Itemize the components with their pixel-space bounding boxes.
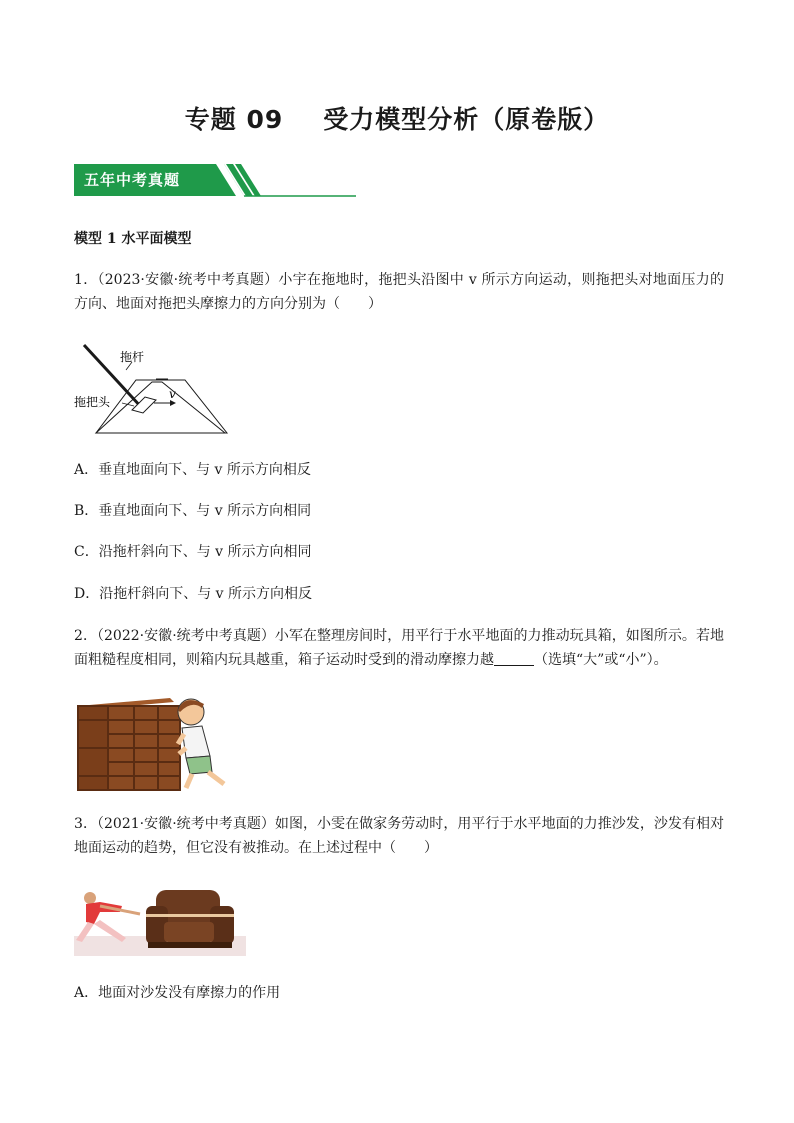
question-1-option-b: B．垂直地面向下、与 v 所示方向相同 — [74, 503, 312, 519]
title-topic-name: 受力模型分析（原卷版） — [323, 105, 610, 134]
sofa-picture — [74, 884, 246, 960]
mop-diagram — [70, 340, 240, 440]
sofa-illustration — [74, 884, 246, 956]
toy-box-picture — [74, 692, 234, 796]
answer-blank — [494, 651, 534, 666]
section-heading: 模型 1 水平面模型 — [74, 231, 192, 247]
question-1-text: 1．（2023·安徽·统考中考真题）小宇在拖地时，拖把头沿图中 v 所示方向运动，则拖把头对地面压力的方向、地面对拖把头摩擦力的方向分别为（ ） — [74, 272, 724, 312]
question-2-text — [74, 624, 724, 672]
label-rod: 拖杆 — [120, 350, 145, 364]
toy-box-illustration — [74, 692, 234, 792]
question-1-option-c: C．沿拖杆斜向下、与 v 所示方向相同 — [74, 544, 312, 560]
question-3-text: 3．（2021·安徽·统考中考真题）如图，小雯在做家务劳动时，用平行于水平地面的力推沙发，沙发有相对地面运动的趋势，但它没有被推动。在上述过程中（ ） — [74, 816, 724, 856]
label-head: 拖把头 — [74, 395, 111, 409]
question-2-text-before: 2．（2022·安徽·统考中考真题）小军在整理房间时，用平行于水平地面的力推动玩具箱，如图所示。若地面粗糙程度相同，则箱内玩具越重，箱子运动时受到的滑动摩擦力越 — [74, 628, 724, 668]
question-3-option-a: A．地面对沙发没有摩擦力的作用 — [74, 985, 281, 1001]
title-topic-number: 专题 09 — [184, 105, 284, 134]
page-title — [0, 100, 794, 136]
section-banner — [74, 162, 356, 198]
question-1-option-a: A．垂直地面向下、与 v 所示方向相反 — [74, 462, 311, 478]
banner-label: 五年中考真题 — [84, 171, 181, 189]
question-2-text-after: （选填“大”或“小”）。 — [534, 652, 668, 668]
mop-figure — [70, 340, 240, 444]
question-1-option-d: D．沿拖杆斜向下、与 v 所示方向相反 — [74, 586, 313, 602]
label-velocity: v — [169, 387, 176, 401]
